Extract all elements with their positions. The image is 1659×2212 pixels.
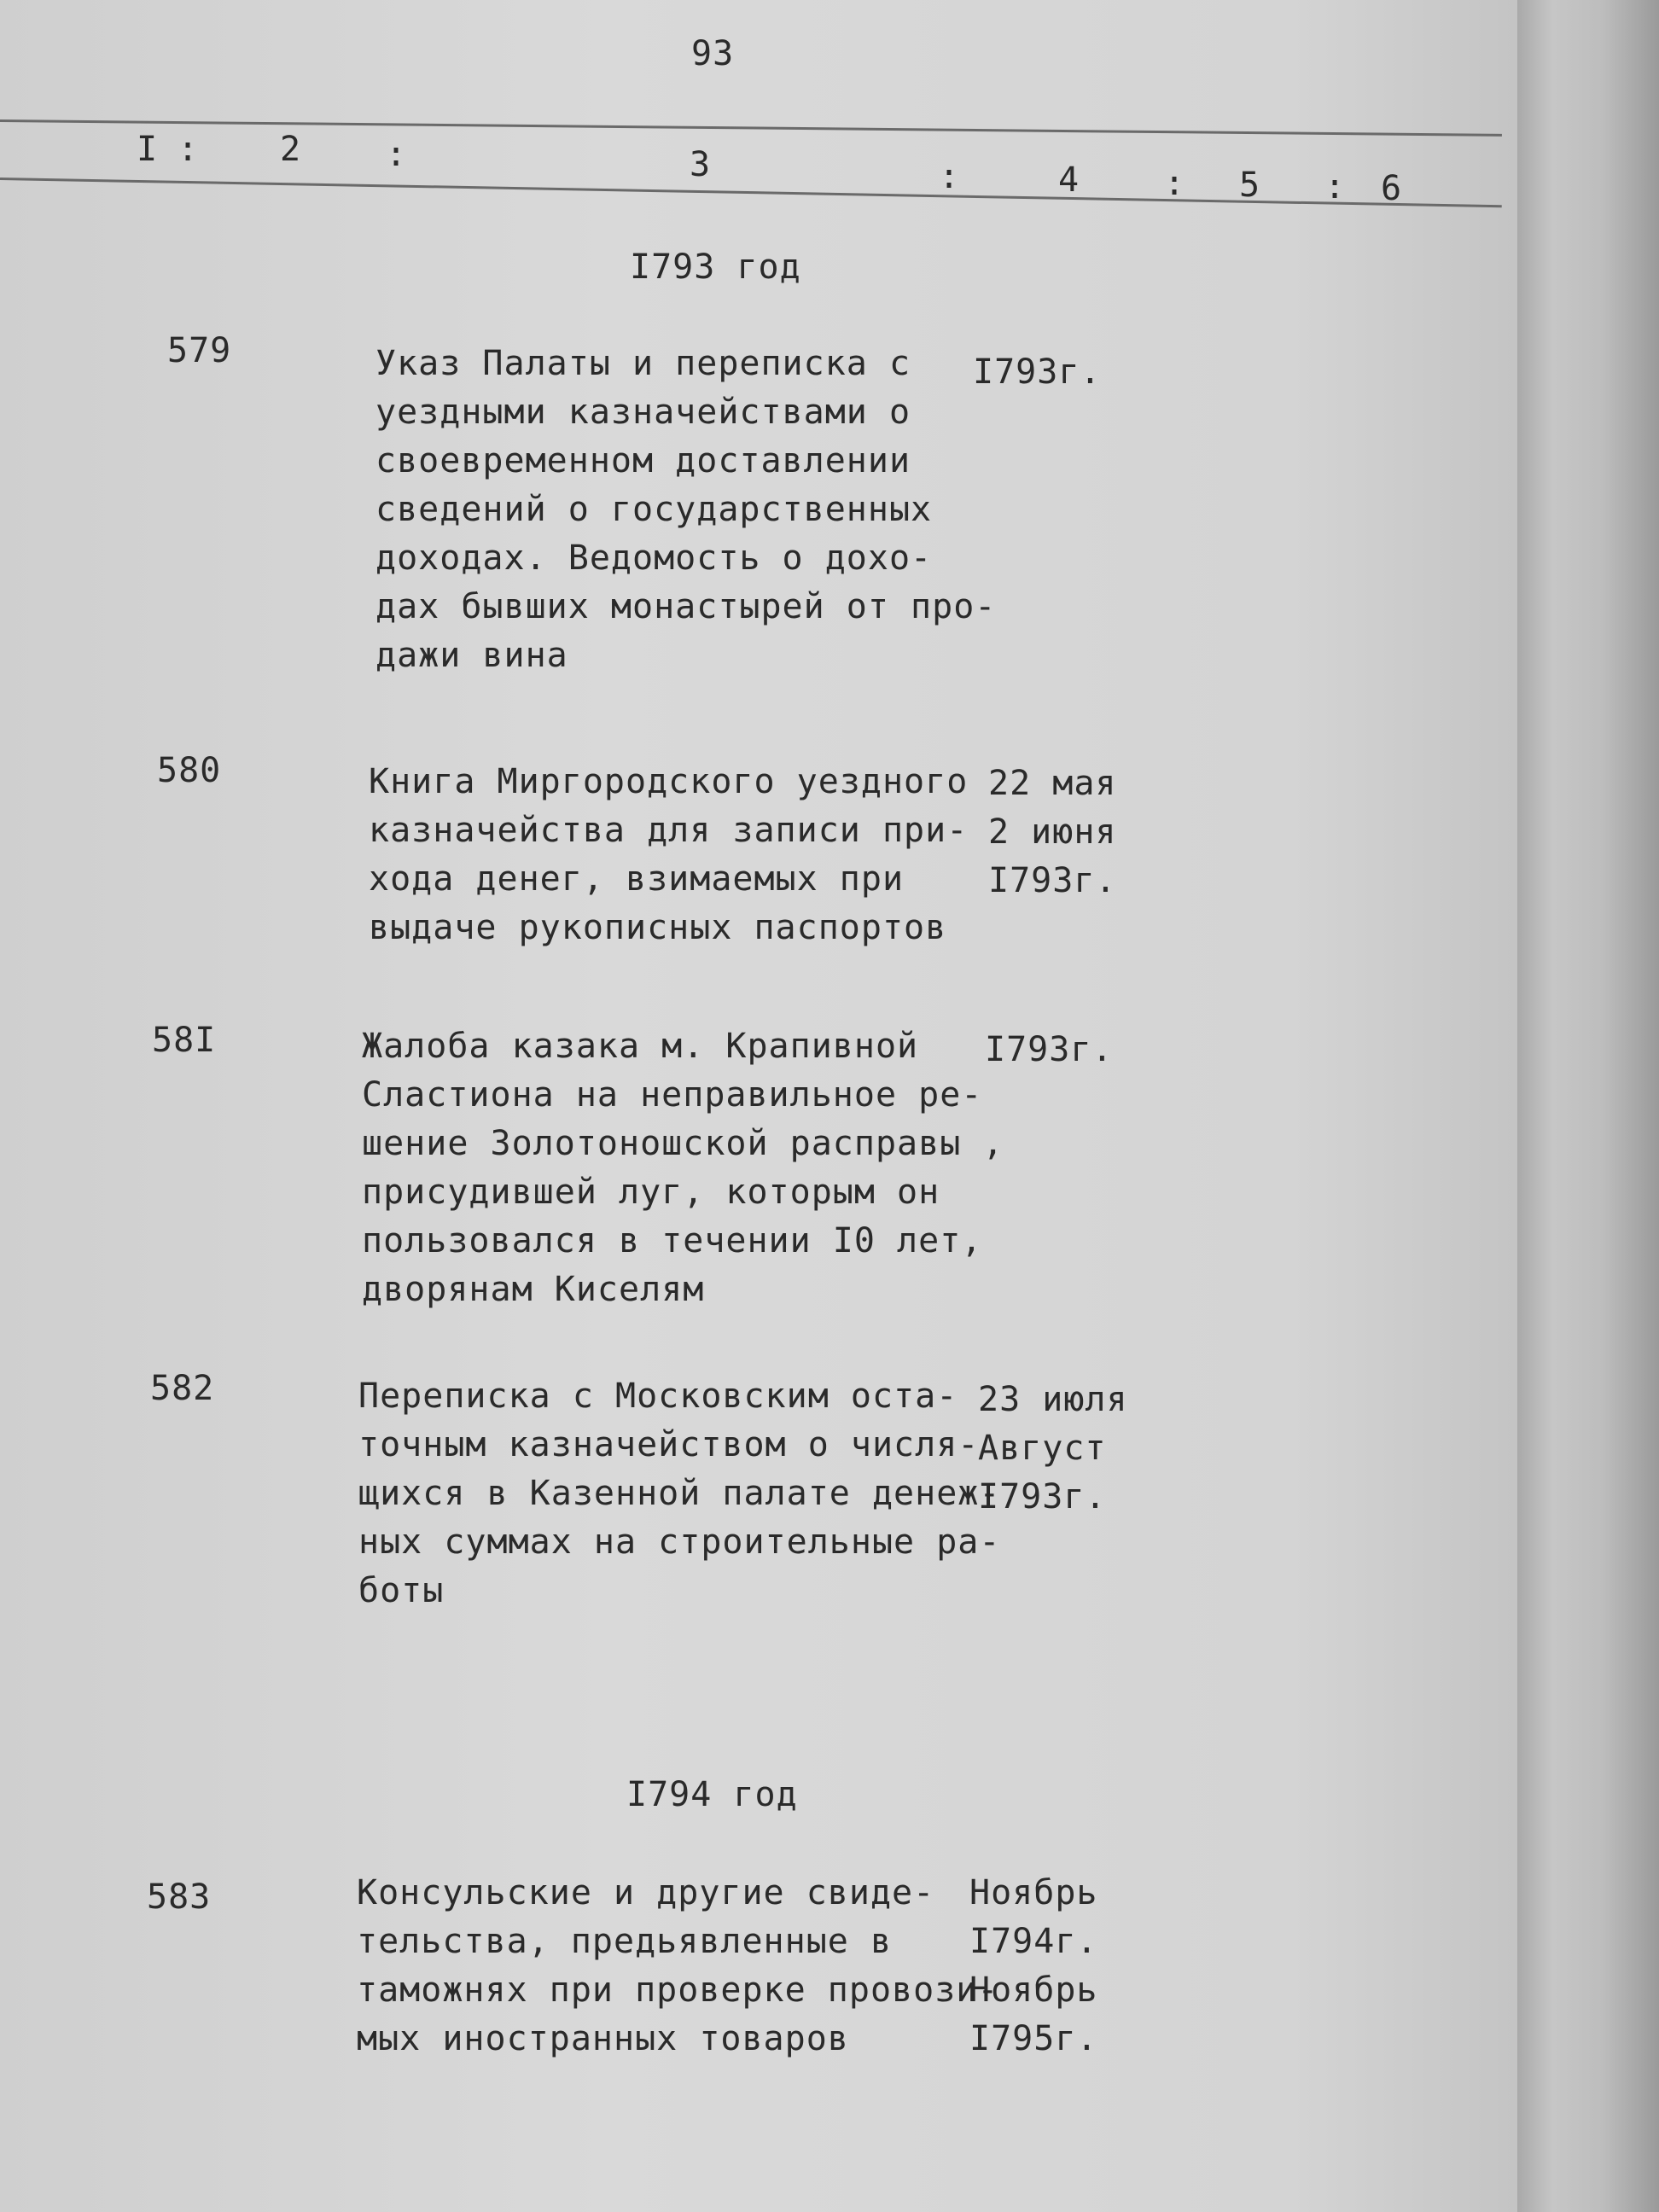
description-line: Сластиона на неправильное ре-	[362, 1075, 983, 1115]
column-number-1: I	[137, 130, 159, 169]
description-line: ных суммах на строительные ра-	[358, 1522, 1001, 1562]
description-line: дворянам Киселям	[362, 1270, 705, 1309]
entry-description	[357, 1869, 998, 2064]
entry-dates	[988, 760, 1117, 905]
date-line: I795г.	[969, 2019, 1098, 2058]
column-separator: :	[386, 135, 408, 174]
date-line: I794г.	[969, 1922, 1098, 1961]
description-line: дажи вина	[375, 636, 568, 675]
column-number-5: 5	[1239, 166, 1261, 205]
date-line: I793г.	[985, 1030, 1114, 1069]
entry-dates	[969, 1869, 1098, 2064]
entry-number: 579	[167, 331, 232, 370]
entry-number: 583	[147, 1877, 212, 1917]
column-separator: :	[1164, 164, 1186, 203]
page-number: 93	[691, 34, 735, 73]
date-line: 23 июля	[978, 1380, 1128, 1419]
date-line: I793г.	[978, 1477, 1107, 1516]
date-line: Ноябрь	[969, 1970, 1098, 2010]
description-line: уездными казначействами о	[375, 393, 911, 432]
date-line: Август	[978, 1429, 1107, 1468]
date-line: I793г.	[988, 861, 1117, 900]
binding-edge	[1517, 0, 1659, 2212]
description-line: Жалоба казака м. Крапивной	[362, 1027, 919, 1066]
header-rule-top	[0, 119, 1502, 137]
description-line: тельства, предьявленные в	[357, 1922, 893, 1961]
date-line: Ноябрь	[969, 1873, 1098, 1912]
date-line: 22 мая	[988, 764, 1117, 803]
column-separator: :	[178, 130, 200, 169]
description-line: Переписка с Московским оста-	[358, 1377, 958, 1416]
column-number-4: 4	[1058, 160, 1080, 200]
date-line: 2 июня	[988, 812, 1117, 852]
column-number-6: 6	[1381, 169, 1403, 208]
column-separator: :	[1324, 167, 1347, 207]
description-line: дах бывших монастырей от про-	[375, 587, 997, 626]
column-separator: :	[939, 157, 961, 196]
description-line: доходах. Ведомость о дохо-	[375, 538, 933, 578]
description-line: щихся в Казенной палате денеж-	[358, 1474, 1001, 1513]
description-line: сведений о государственных	[375, 490, 933, 529]
entry-dates	[985, 1026, 1114, 1074]
year-heading: I793 год	[630, 247, 801, 287]
description-line: Книга Миргородского уездного	[369, 762, 969, 801]
entry-description	[362, 1022, 1004, 1314]
entry-number: 582	[150, 1369, 215, 1408]
header-rule-bottom	[0, 178, 1502, 207]
description-line: боты	[358, 1571, 445, 1610]
description-line: хода денег, взимаемых при	[369, 859, 905, 899]
column-number-3: 3	[690, 145, 712, 184]
description-line: казначейства для записи при-	[369, 811, 969, 850]
entry-number: 58I	[152, 1021, 217, 1060]
description-line: точным казначейством о числя-	[358, 1425, 980, 1464]
description-line: своевременном доставлении	[375, 441, 911, 480]
description-line: присудившей луг, которым он	[362, 1173, 940, 1212]
entry-description	[369, 758, 968, 952]
date-line: I793г.	[973, 352, 1102, 392]
entry-description	[358, 1372, 1000, 1615]
entry-dates	[973, 348, 1102, 397]
description-line: шение Золотоношской расправы ,	[362, 1124, 1004, 1163]
description-line: выдаче рукописных паспортов	[369, 908, 947, 947]
description-line: таможнях при проверке провози-	[357, 1970, 999, 2010]
entry-number: 580	[157, 751, 222, 790]
entry-description	[375, 340, 996, 680]
description-line: Консульские и другие свиде-	[357, 1873, 935, 1912]
description-line: пользовался в течении I0 лет,	[362, 1221, 983, 1260]
description-line: Указ Палаты и переписка с	[375, 344, 911, 383]
description-line: мых иностранных товаров	[357, 2019, 849, 2058]
year-heading: I794 год	[626, 1775, 798, 1814]
entry-dates	[978, 1376, 1128, 1522]
column-number-2: 2	[280, 130, 302, 169]
